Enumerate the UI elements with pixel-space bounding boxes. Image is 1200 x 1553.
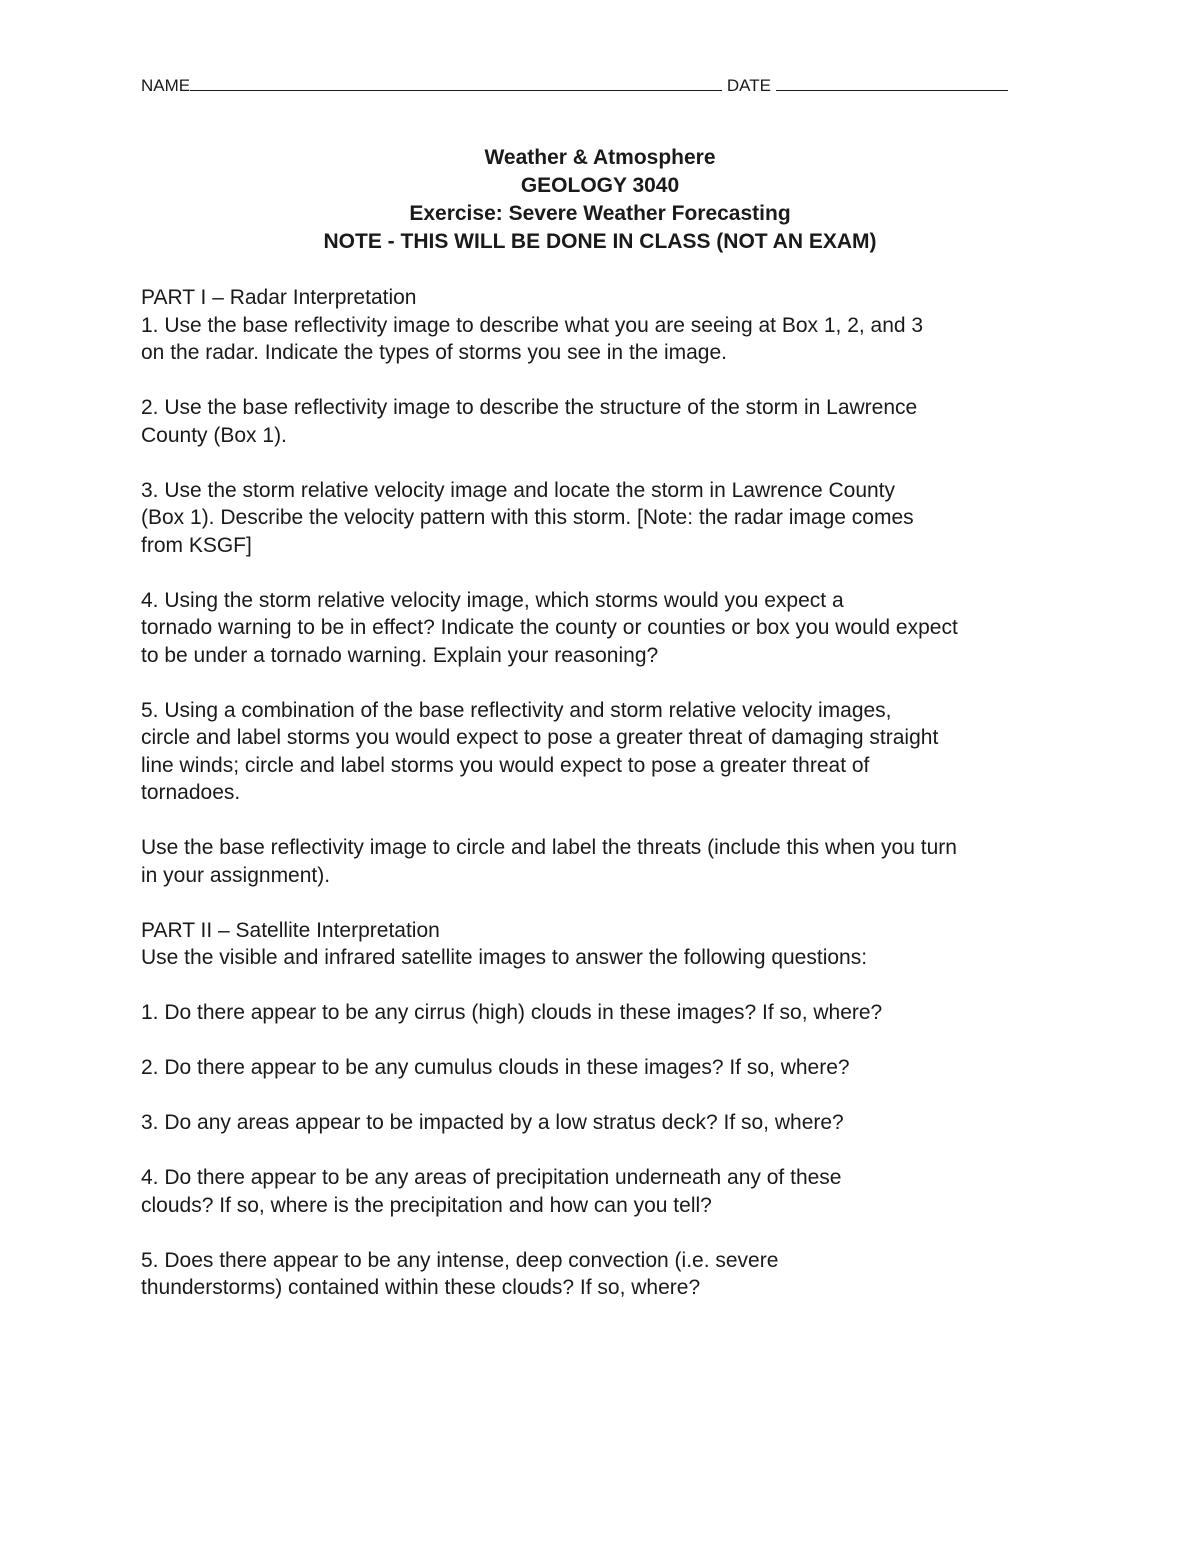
text-line: Use the base reflectivity image to circle and label the threats (include this when you turn [141,836,957,859]
exercise-note: NOTE - THIS WILL BE DONE IN CLASS (NOT AN EXAM) [323,230,877,253]
course-number: GEOLOGY 3040 [520,174,680,197]
part2-question-5 [141,1247,1071,1302]
part1-question-5 [141,697,1071,807]
name-date-header [141,72,1071,96]
text-line: County (Box 1). [141,423,287,447]
text-line: clouds? If so, where is the precipitation and how can you tell? [141,1193,712,1217]
text-line: line winds; circle and label storms you would expect to pose a greater threat of [141,753,870,777]
text-line: 4. Using the storm relative velocity image, which storms would you expect a [141,588,844,612]
text-line: thunderstorms) contained within these clouds? If so, where? [141,1276,701,1299]
text-line: in your assignment). [141,863,331,887]
text-line: from KSGF] [141,533,252,557]
part1-question-3 [141,477,1071,560]
date-label: DATE [726,76,771,95]
text-line: 2. Use the base reflectivity image to describe the structure of the storm in Lawrence [141,396,918,419]
name-blank-line [190,72,722,91]
name-label: NAME [141,76,191,95]
text-line: 5. Using a combination of the base reflectivity and storm relative velocity images, [141,698,892,722]
title-block [141,144,1059,256]
part1-question-1 [141,312,1071,367]
text-line: 5. Does there appear to be any intense, deep convection (i.e. severe [141,1248,779,1272]
date-blank-line [776,72,1008,91]
text-line: to be under a tornado warning. Explain your reasoning? [141,643,659,667]
text-line: 4. Do there appear to be any areas of precipitation underneath any of these [141,1166,842,1189]
part2-question-3: 3. Do any areas appear to be impacted by a low stratus deck? If so, where? [141,1111,844,1134]
part1-question-4 [141,587,1071,670]
text-line: tornadoes. [141,781,241,804]
part2-question-2: 2. Do there appear to be any cumulus clouds in these images? If so, where? [141,1056,850,1079]
course-title: Weather & Atmosphere [484,146,716,169]
exercise-title: Exercise: Severe Weather Forecasting [409,202,791,225]
text-line: tornado warning to be in effect? Indicate the county or counties or box you would expect [141,616,958,639]
part2-question-4 [141,1164,1071,1219]
part1-question-2 [141,394,1071,449]
document-content [141,72,1071,1329]
text-line: 1. Use the base reflectivity image to describe what you are seeing at Box 1, 2, and 3 [141,313,924,337]
text-line: 3. Use the storm relative velocity image and locate the storm in Lawrence County [141,478,896,502]
part2-intro: Use the visible and infrared satellite images to answer the following questions: [141,946,868,969]
document-body [141,284,1071,1302]
part1-heading: PART I – Radar Interpretation [141,286,417,309]
text-line: (Box 1). Describe the velocity pattern with this storm. [Note: the radar image comes [141,506,914,529]
text-line: circle and label storms you would expect to pose a greater threat of damaging straight [141,726,939,749]
part2-question-1: 1. Do there appear to be any cirrus (high) clouds in these images? If so, where? [141,1001,883,1024]
part2-heading: PART II – Satellite Interpretation [141,918,440,942]
part1-instruction [141,834,1071,889]
text-line: on the radar. Indicate the types of storms you see in the image. [141,341,728,364]
